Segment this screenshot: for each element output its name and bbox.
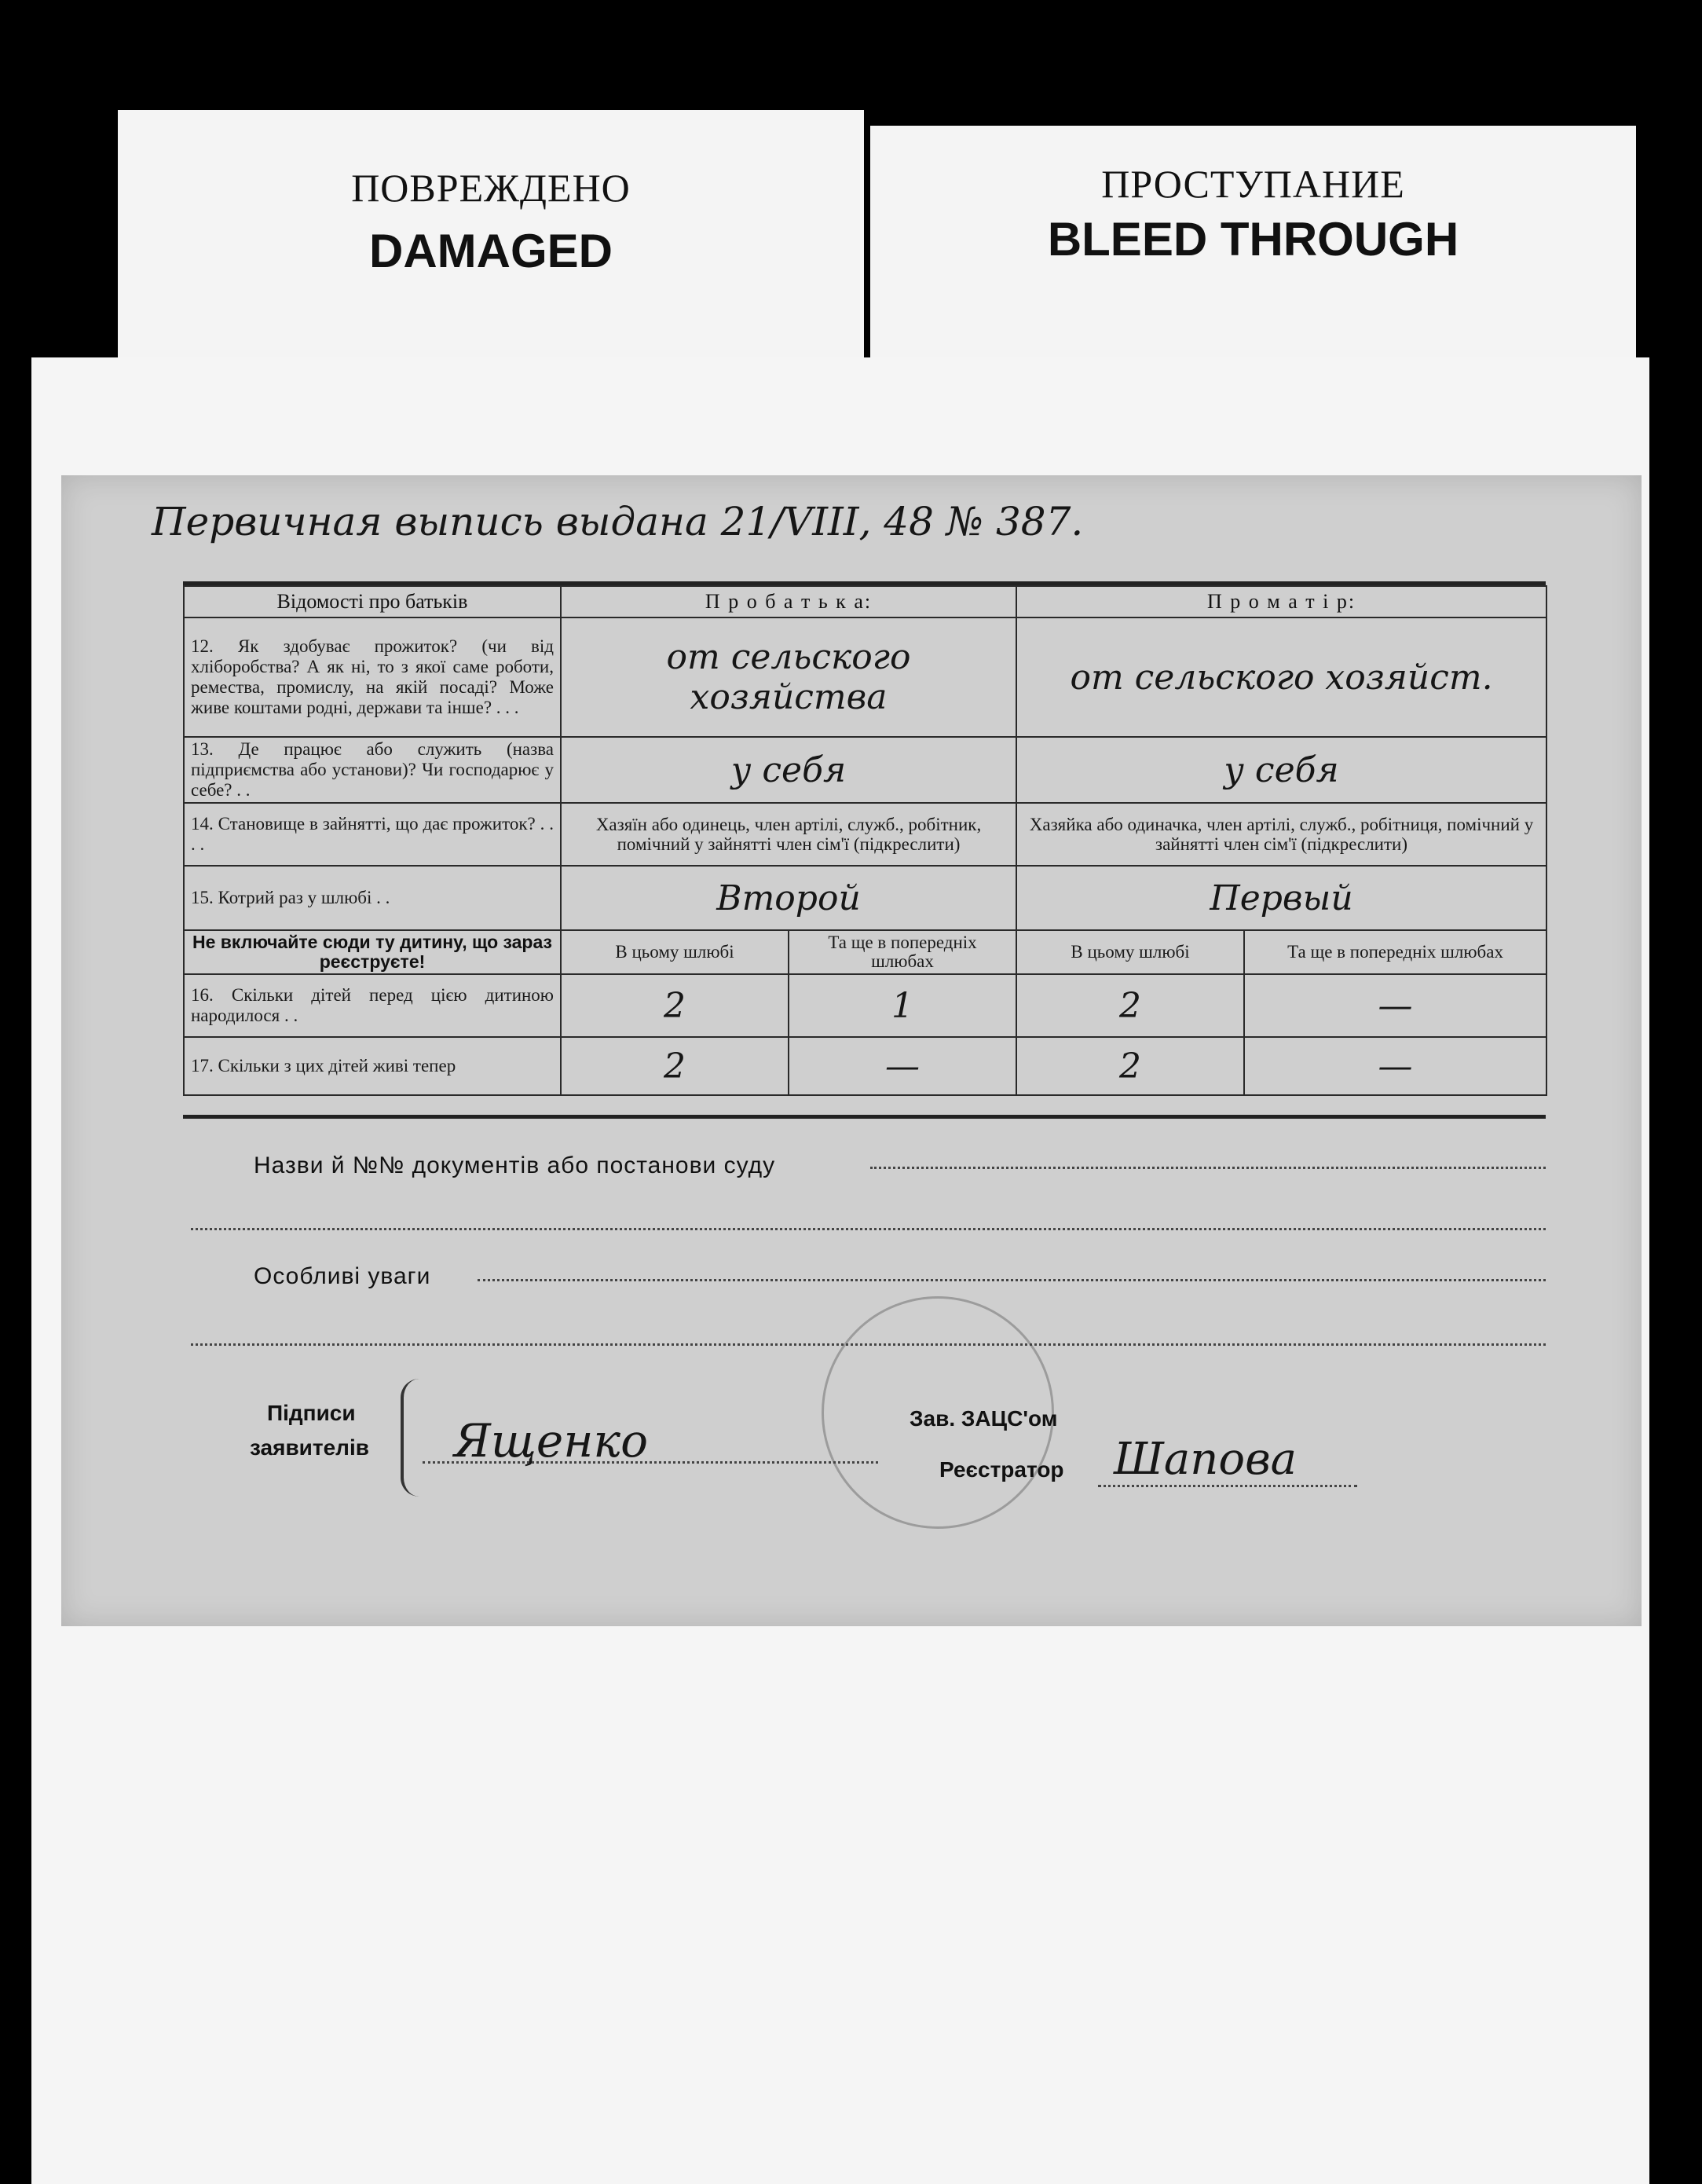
applicants-label-2: заявителів <box>250 1435 369 1460</box>
applicants-brace <box>401 1379 419 1497</box>
answer-16-mother-prev: — <box>1244 974 1546 1037</box>
mother-previous-marriages-header: Та ще в попередніх шлюбах <box>1244 930 1546 974</box>
answer-17-mother-prev: — <box>1244 1037 1546 1095</box>
header-about-mother: П р о м а т і р: <box>1016 586 1546 617</box>
mother-this-marriage-header: В цьому шлюбі <box>1016 930 1244 974</box>
question-17: 17. Скільки з цих дітей живі тепер <box>184 1037 561 1095</box>
applicant-signature: Ященко <box>454 1414 648 1468</box>
damaged-banner-en: DAMAGED <box>369 225 613 277</box>
answer-16-father-this: 2 <box>561 974 789 1037</box>
answer-15-father: Второй <box>561 866 1016 930</box>
table-row <box>184 737 1546 803</box>
documents-label: Назви й №№ документів або постанови суду <box>254 1152 776 1178</box>
remarks-line <box>478 1279 1546 1281</box>
question-12: 12. Як здобуває прожиток? (чи від хліборобства? А як ні, то з якої саме роботи, ремества, промислу, на якій посаді? Може живе коштами родні, держави та інше? . . . <box>184 617 561 737</box>
header-parents-info: Відомості про батьків <box>184 586 561 617</box>
registrar-signature: Шапова <box>1114 1434 1298 1485</box>
children-subheader-row <box>184 930 1546 974</box>
father-previous-marriages-header: Та ще в попередніх шлюбах <box>789 930 1016 974</box>
bleed-through-banner-en: BLEED THROUGH <box>1047 213 1459 266</box>
table-row <box>184 803 1546 866</box>
registration-card <box>61 475 1642 1626</box>
table-header-row <box>184 586 1546 617</box>
table-row <box>184 617 1546 737</box>
bottom-rule <box>183 1115 1546 1119</box>
header-about-father: П р о б а т ь к а: <box>561 586 1016 617</box>
children-note: Не включайте сюди ту дитину, що зараз реєструєте! <box>184 930 561 974</box>
answer-12-father: от сельского хозяйства <box>561 617 1016 737</box>
applicant-signature-line <box>423 1461 878 1464</box>
parents-info-table <box>183 585 1547 1096</box>
head-label: Зав. ЗАЦС'ом <box>910 1406 1058 1431</box>
documents-line <box>870 1167 1546 1169</box>
table-row <box>184 1037 1546 1095</box>
remarks-label: Особливі уваги <box>254 1263 431 1289</box>
documents-line-2 <box>191 1228 1546 1230</box>
damaged-banner <box>118 110 864 361</box>
answer-17-mother-this: 2 <box>1016 1037 1244 1095</box>
bleed-through-banner-ru: ПРОСТУПАНИЕ <box>1101 162 1405 206</box>
question-14: 14. Становище в зайнятті, що дає прожиток? . . . . <box>184 803 561 866</box>
answer-15-mother: Первый <box>1016 866 1546 930</box>
father-this-marriage-header: В цьому шлюбі <box>561 930 789 974</box>
bleed-through-banner <box>870 126 1636 361</box>
handwritten-header: Первичная выпись выдана 21/VIII, 48 № 387. <box>152 499 1084 544</box>
answer-12-mother: от сельского хозяйст. <box>1016 617 1546 737</box>
answer-16-father-prev: 1 <box>789 974 1016 1037</box>
table-row <box>184 974 1546 1037</box>
question-15: 15. Котрий раз у шлюбі . . <box>184 866 561 930</box>
applicants-label-1: Підписи <box>267 1401 356 1425</box>
registrar-signature-line <box>1098 1485 1357 1487</box>
damaged-banner-ru: ПОВРЕЖДЕНО <box>351 166 631 210</box>
registrar-label: Реєстратор <box>939 1457 1064 1482</box>
answer-14-father: Хазяїн або одинець, член артілі, служб., робітник, помічний у зайнятті член сім'ї (підкреслити) <box>561 803 1016 866</box>
answer-14-mother: Хазяйка або одиначка, член артілі, служб., робітниця, помічний у зайнятті член сім'ї (підкреслити) <box>1016 803 1546 866</box>
answer-17-father-this: 2 <box>561 1037 789 1095</box>
answer-13-father: у себя <box>561 737 1016 803</box>
question-13: 13. Де працює або служить (назва підприємства або установи)? Чи господарює у себе? . . <box>184 737 561 803</box>
answer-13-mother: у себя <box>1016 737 1546 803</box>
answer-16-mother-this: 2 <box>1016 974 1244 1037</box>
question-16: 16. Скільки дітей перед цією дитиною народилося . . <box>184 974 561 1037</box>
answer-17-father-prev: — <box>789 1037 1016 1095</box>
table-row <box>184 866 1546 930</box>
